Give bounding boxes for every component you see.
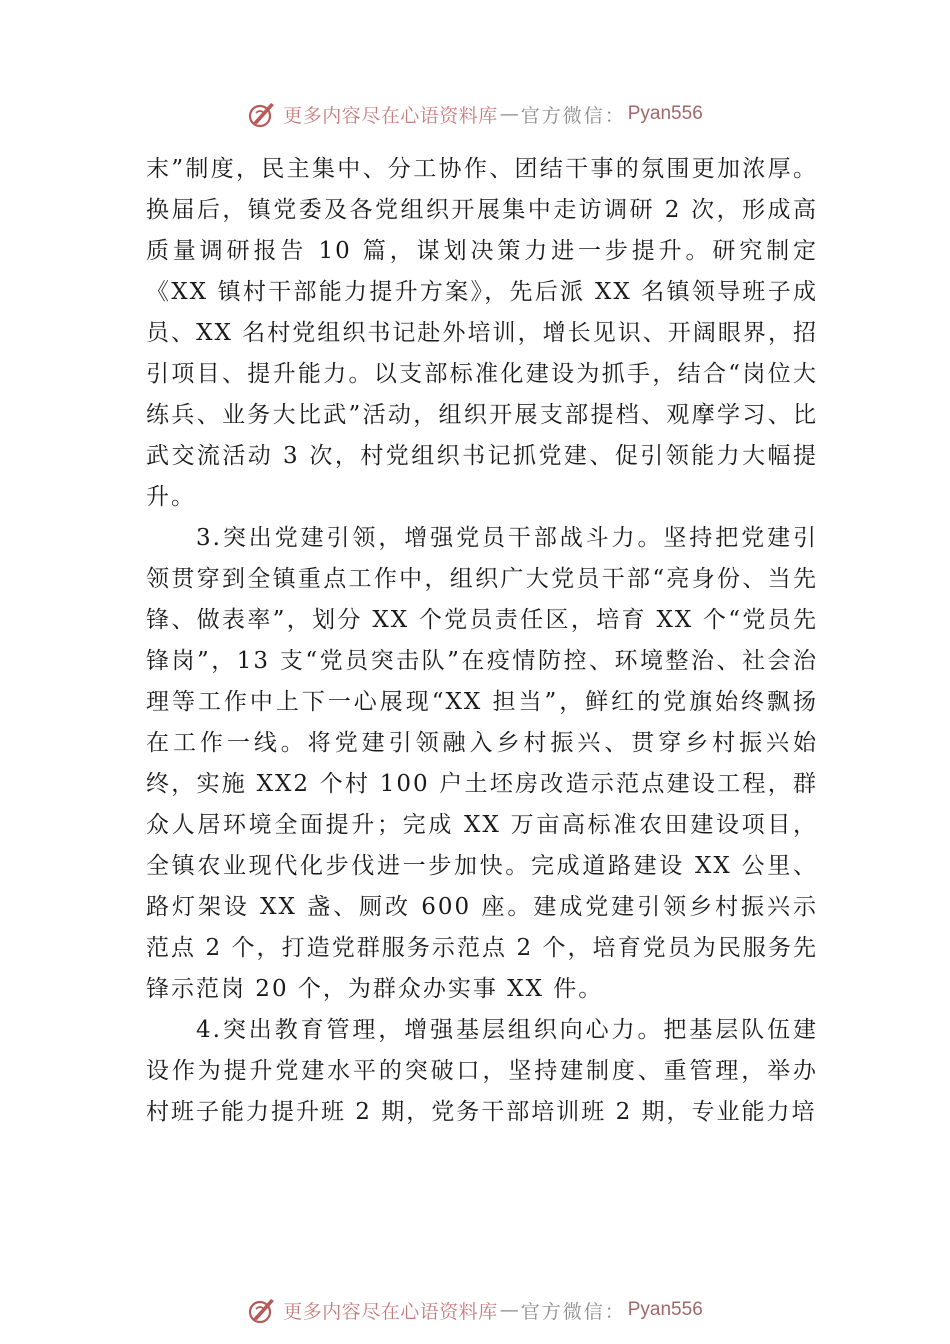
paragraph-continuation: 末”制度，民主集中、分工协作、团结干事的氛围更加浓厚。换届后，镇党委及各党组织开展集中走访调研 2 次，形成高质量调研报告 10 篇，谋划决策力进一步提升。研究制定《XX 镇村干部能力提升方案》，先后派 XX 名镇领导班子成员、XX 名村党组织书记赴外培训，增长见识、开阔眼界，招引项目、提升能力。以支部标准化建设为抓手，结合“岗位大练兵、业务大比武”活动，组织开展支部提档、观摩学习、比武交流活动 3 次，村党组织书记抓党建、促引领能力大幅提升。 bbox=[146, 156, 818, 510]
watermark-title: 更多内容尽在心语资料库 bbox=[283, 1300, 498, 1323]
quill-logo-icon bbox=[247, 1295, 277, 1325]
watermark-wechat-id: Pyan556 bbox=[627, 103, 703, 124]
watermark-title: 更多内容尽在心语资料库 bbox=[283, 104, 498, 127]
watermark-separator: — bbox=[499, 103, 519, 125]
paragraph-section-3: 3.突出党建引领，增强党员干部战斗力。坚持把党建引领贯穿到全镇重点工作中，组织广大党员干部“亮身份、当先锋、做表率”，划分 XX 个党员责任区，培育 XX 个“党员先锋岗”，13 支“党员突击队”在疫情防控、环境整治、社会治理等工作中上下一心展现“XX 担当”，鲜红的党旗始终飘扬在工作一线。将党建引领融入乡村振兴、贯穿乡村振兴始终，实施 XX2 个村 100 户土坯房改造示范点建设工程，群众人居环境全面提升；完成 XX 万亩高标准农田建设项目，全镇农业现代化步伐进一步加快。完成道路建设 XX 公里、路灯架设 XX 盏、厕改 600 座。建成党建引领乡村振兴示范点 2 个，打造党群服务示范点 2 个，培育党员为民服务先锋示范岗 20 个，为群众办实事 XX 件。 bbox=[146, 525, 818, 1002]
watermark-separator: — bbox=[499, 1299, 519, 1321]
footer-watermark bbox=[0, 1290, 950, 1330]
document-body bbox=[146, 149, 818, 1133]
watermark-label: 官方微信： bbox=[520, 1300, 626, 1323]
quill-logo-icon bbox=[247, 99, 277, 129]
watermark-wechat-id: Pyan556 bbox=[627, 1299, 703, 1320]
header-watermark bbox=[0, 94, 950, 134]
watermark-label: 官方微信： bbox=[520, 104, 626, 127]
paragraph-section-4: 4.突出教育管理，增强基层组织向心力。把基层队伍建设作为提升党建水平的突破口，坚持建制度、重管理，举办村班子能力提升班 2 期，党务干部培训班 2 期，专业能力培 bbox=[146, 1017, 818, 1125]
